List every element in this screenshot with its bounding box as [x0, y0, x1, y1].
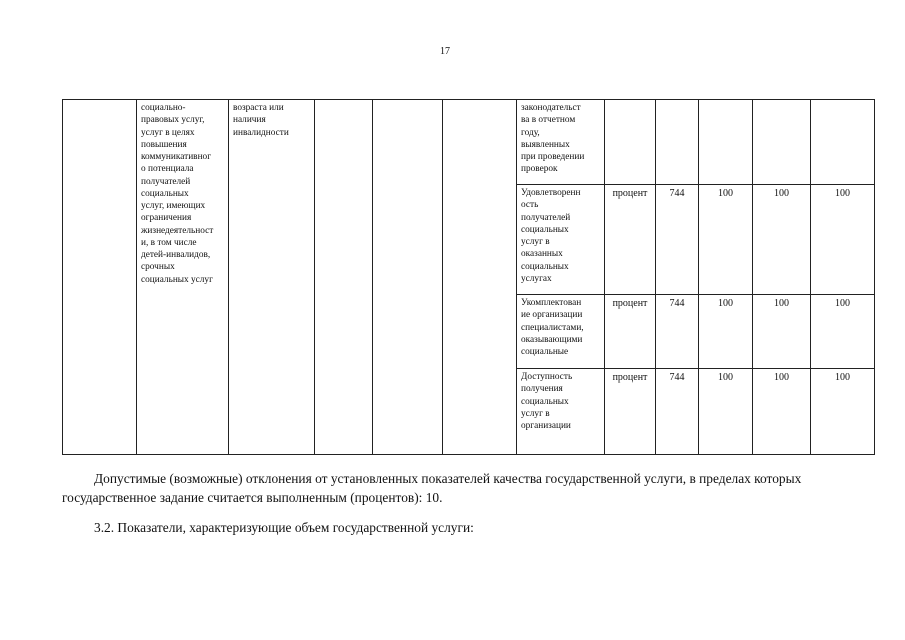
unit-cell: процент [605, 185, 656, 295]
value-cell: 100 [753, 369, 811, 455]
empty-cell [373, 100, 443, 455]
page-number: 17 [440, 46, 450, 57]
code-cell [656, 100, 699, 185]
deviation-paragraph: Допустимые (возможные) отклонения от установленных показателей качества государственной услуги, в пределах которых государственное задание считается выполненным (процентов): 10. [62, 471, 802, 506]
section-heading: 3.2. Показатели, характеризующие объем государственной услуги: [94, 520, 474, 535]
code-cell: 744 [656, 185, 699, 295]
table-row [63, 100, 875, 185]
value-cell: 100 [699, 295, 753, 369]
value-cell: 100 [753, 185, 811, 295]
value-cell [811, 100, 875, 185]
value-cell: 100 [811, 369, 875, 455]
value-cell: 100 [699, 369, 753, 455]
value-cell: 100 [811, 185, 875, 295]
empty-cell [443, 100, 517, 455]
code-cell: 744 [656, 369, 699, 455]
unit-cell: процент [605, 369, 656, 455]
value-cell: 100 [699, 185, 753, 295]
unit-cell: процент [605, 295, 656, 369]
category-cell: возраста или наличия инвалидности [229, 100, 315, 455]
value-cell [699, 100, 753, 185]
indicator-cell: Укомплектован ие организации специалистами, оказывающими социальные [517, 295, 605, 369]
indicator-cell: Удовлетворенн ость получателей социальных услуг в оказанных социальных услугах [517, 185, 605, 295]
empty-cell [63, 100, 137, 455]
unit-cell [605, 100, 656, 185]
quality-indicators-table [62, 99, 875, 455]
value-cell: 100 [811, 295, 875, 369]
code-cell: 744 [656, 295, 699, 369]
service-name-cell: социально- правовых услуг, услуг в целях повышения коммуникативног о потенциала получателей социальных услуг, имеющих ограничения жизнедеятельност и, в том числе детей-инвалидов, срочных социальных услуг [137, 100, 229, 455]
value-cell [753, 100, 811, 185]
value-cell: 100 [753, 295, 811, 369]
indicator-cell: Доступность получения социальных услуг в организации [517, 369, 605, 455]
indicator-cell: законодательст ва в отчетном году, выявленных при проведении проверок [517, 100, 605, 185]
empty-cell [315, 100, 373, 455]
